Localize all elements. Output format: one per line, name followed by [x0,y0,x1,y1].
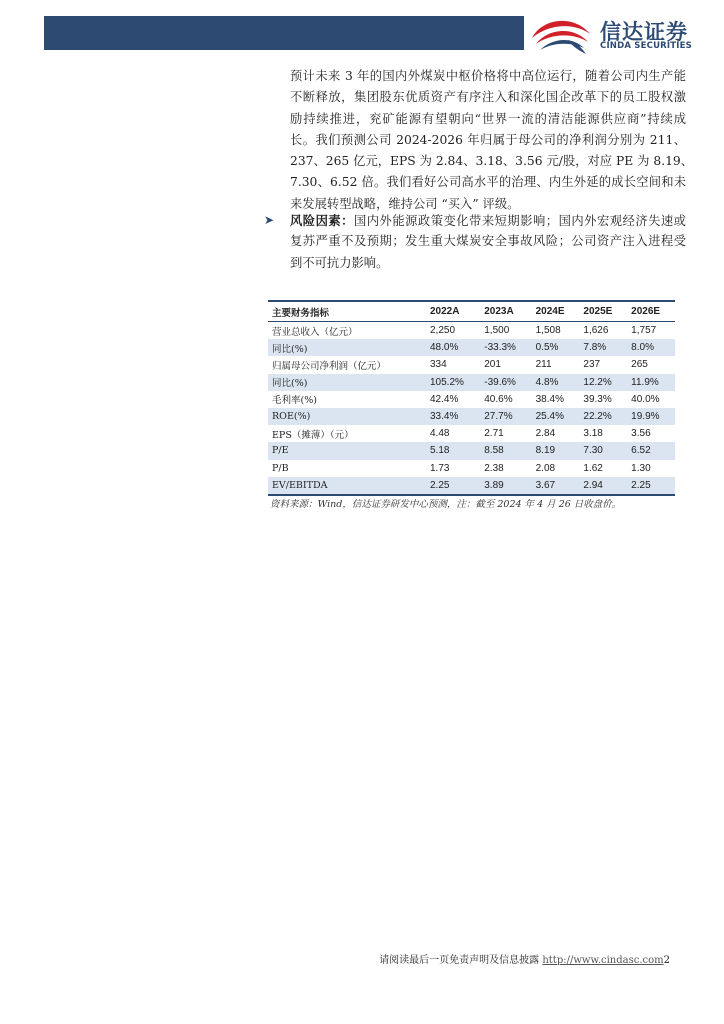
table-cell: 105.2% [426,374,480,391]
header-bar [44,16,524,50]
table-header-label: 主要财务指标 [268,301,426,322]
table-row [268,477,675,495]
table-header-row [268,301,675,322]
website-link[interactable]: http://www.cindasc.com [542,955,664,966]
table-cell: 1.30 [631,462,651,474]
table-header-year: 2024E [532,301,580,322]
table-cell: 1,757 [631,325,657,337]
summary-paragraph [290,66,694,215]
table-cell: 1.62 [583,462,603,474]
table-cell: 2.25 [627,477,675,495]
summary-line: 237、265 亿元，EPS 为 2.84、3.18、3.56 元/股，对应 PE 为 8.19、 [290,154,694,169]
table-row [268,460,675,477]
table-cell: 25.4% [532,408,580,425]
risk-line: 到不可抗力影响。 [290,255,389,270]
table-cell: 22.2% [579,408,627,425]
row-label: 营业总收入（亿元） [272,326,358,338]
table-row [268,425,675,442]
table-cell: 1,508 [535,325,561,337]
brand-logo [528,14,708,58]
table-cell: 48.0% [426,339,480,356]
table-cell: 3.67 [532,477,580,495]
table-header-year: 2026E [627,301,675,322]
table-cell: 8.58 [480,442,531,459]
row-label: ROE(%) [268,408,426,425]
table-row [268,322,675,340]
page-footer [379,951,670,966]
table-cell: 334 [430,359,447,371]
table-cell: 2.25 [426,477,480,495]
row-label: P/B [272,462,289,474]
table-header-year: 2022A [426,301,480,322]
table-cell: -39.6% [480,374,531,391]
table-cell: 1,626 [583,325,609,337]
table-cell: 2,250 [430,325,456,337]
table-cell: 2.94 [579,477,627,495]
table-cell: -33.3% [480,339,531,356]
summary-line: 励持续推进，兖矿能源有望朝向“世界一流的清洁能源供应商”持续成 [290,111,686,126]
table-row [268,391,675,408]
table-cell: 0.5% [532,339,580,356]
logo-english-text: CINDA SECURITIES [600,41,692,51]
row-label: 同比(%) [268,374,426,391]
arrow-bullet-icon: ➤ [264,213,275,227]
table-cell: 4.8% [532,374,580,391]
table-cell: 12.2% [579,374,627,391]
table-cell: 11.9% [627,374,675,391]
table-cell: 39.3% [583,393,612,405]
row-label: EPS（摊薄）（元） [272,429,354,441]
page-number: 2 [663,955,670,966]
table-cell: 8.0% [627,339,675,356]
table-cell: 5.18 [426,442,480,459]
risk-line [290,210,686,231]
table-cell: 8.19 [532,442,580,459]
table-cell: 19.9% [627,408,675,425]
financial-summary-table [268,300,675,496]
table-cell: 40.0% [631,393,660,405]
risk-text: 国内外能源政策变化带来短期影响；国内外宏观经济失速或 [353,214,686,228]
table-cell: 7.8% [579,339,627,356]
table-cell: 7.30 [579,442,627,459]
table-cell: 201 [484,359,501,371]
table-cell: 237 [583,359,601,371]
table-row [268,408,675,425]
summary-line: 长。我们预测公司 2024-2026 年归属于母公司的净利润分别为 211、 [290,132,686,147]
logo-chinese-text: 信达证券 [600,20,688,44]
row-label: P/E [268,442,426,459]
summary-line: 不断释放，集团股东优质资产有序注入和深化国企改革下的员工股权激 [290,90,686,105]
table-cell: 1.73 [430,462,450,474]
table-row [268,374,675,391]
row-label: 毛利率(%) [272,395,317,407]
cinda-logo-icon [528,16,594,56]
table-row [268,339,675,356]
table-cell: 4.48 [430,428,450,440]
table-header-year: 2025E [579,301,627,322]
table-cell: 3.18 [583,428,603,440]
table-cell: 3.56 [631,428,651,440]
row-label: EV/EBITDA [268,477,426,495]
table-cell: 33.4% [426,408,480,425]
table-row [268,442,675,459]
risk-heading: 风险因素： [290,213,354,228]
summary-line: 7.30、6.52 倍。我们看好公司高水平的治理、内生外延的成长空间和未 [290,175,686,190]
row-label: 归属母公司净利润（亿元） [272,360,387,372]
summary-line: 预计未来 3 年的国内外煤炭中枢价格将中高位运行，随着公司内生产能 [290,69,686,83]
table-cell: 2.84 [535,428,556,440]
risk-line: 复苏严重不及预期；发生重大煤炭安全事故风险；公司资产注入进程受 [290,234,686,249]
table-cell: 1,500 [484,325,510,337]
table-cell: 40.6% [484,393,513,405]
table-header-year: 2023A [480,301,531,322]
summary-line: 来发展转型战略，维持公司 “买入” 评级。 [290,196,520,211]
table-cell: 2.08 [535,462,556,474]
table-cell: 211 [535,359,552,371]
table-cell: 38.4% [535,393,564,405]
table-cell: 3.89 [480,477,531,495]
table-cell: 6.52 [627,442,675,459]
table-cell: 42.4% [430,393,459,405]
table-cell: 2.38 [484,462,504,474]
source-note: 资料来源：Wind，信达证券研发中心预测，注：截至 2024 年 4 月 26 日收盘价。 [270,499,622,510]
table-cell: 27.7% [480,408,531,425]
table-cell: 2.71 [484,428,504,440]
disclaimer-text: 请阅读最后一页免责声明及信息披露 [379,955,543,966]
table-cell: 265 [631,359,648,371]
table-row [268,356,675,373]
row-label: 同比(%) [268,339,426,356]
